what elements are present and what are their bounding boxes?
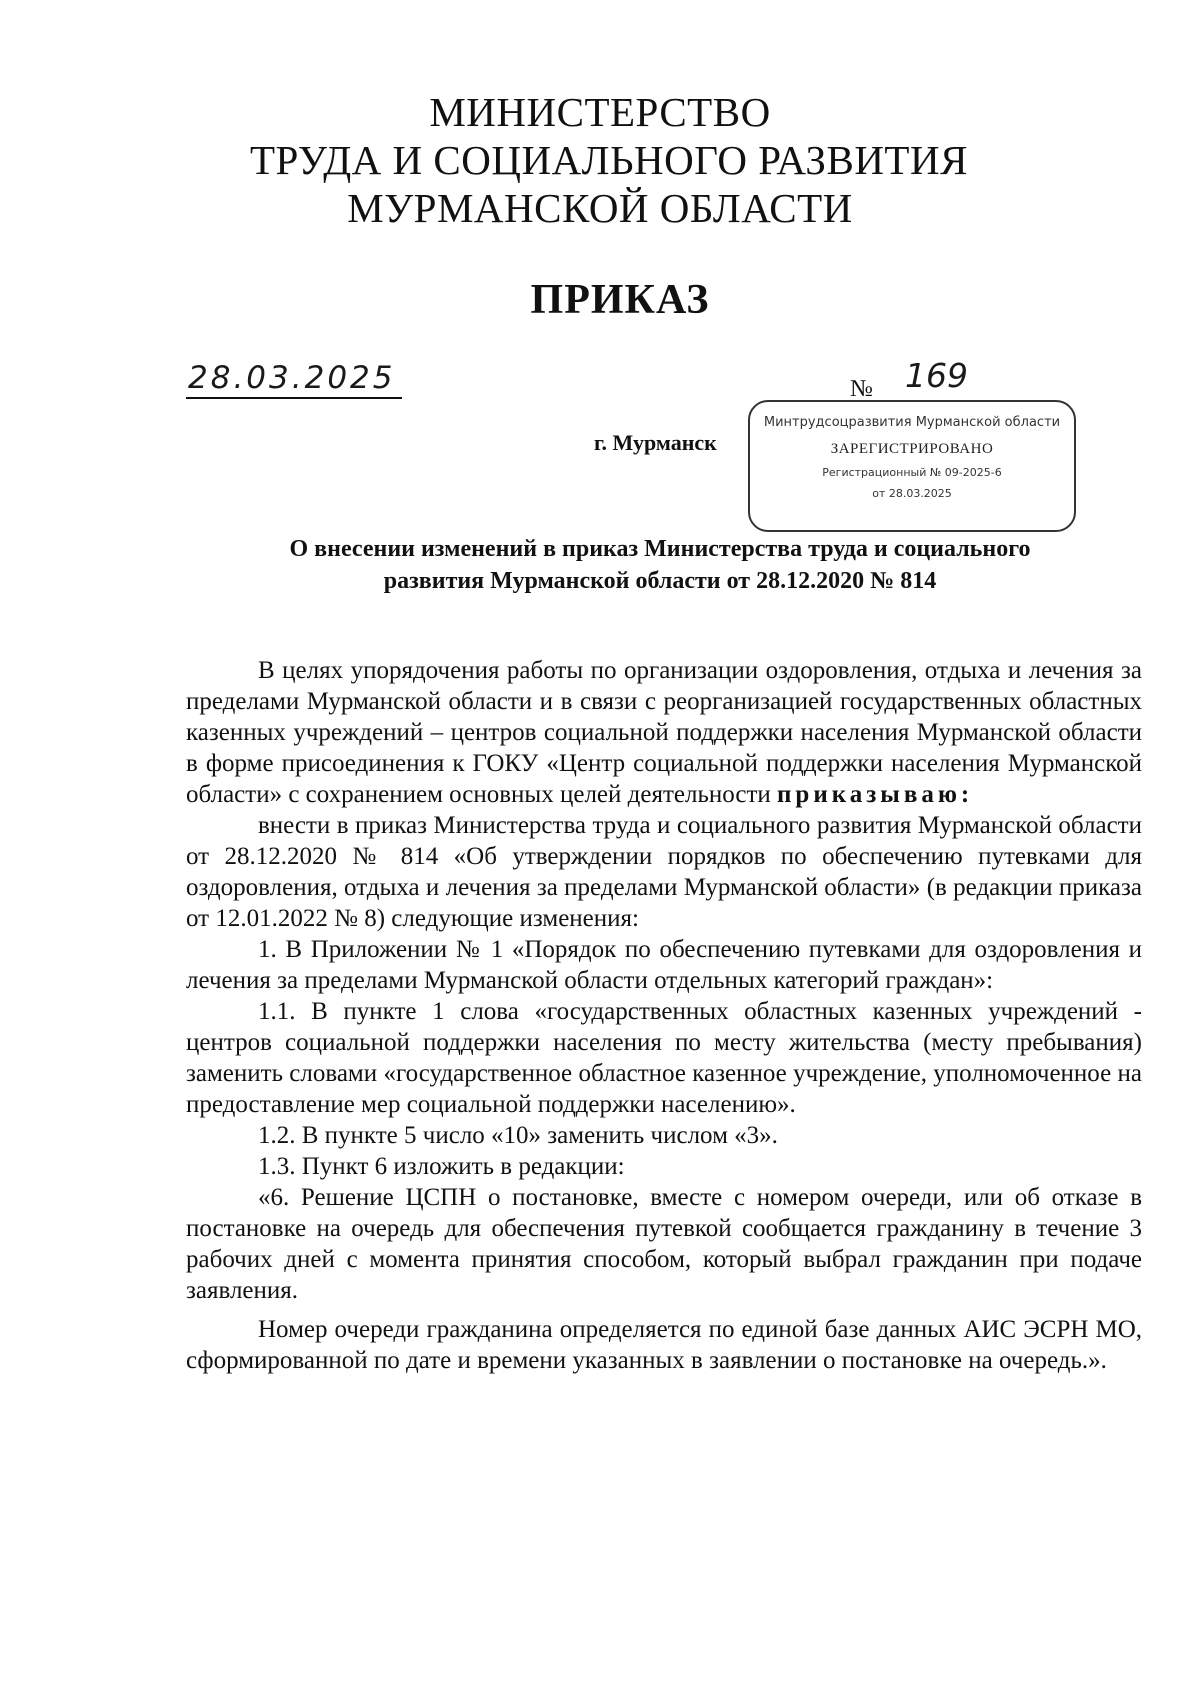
stamp-registration-date: от 28.03.2025 bbox=[872, 487, 952, 500]
ministry-line: ТРУДА И СОЦИАЛЬНОГО РАЗВИТИЯ bbox=[250, 137, 968, 183]
preamble-text: В целях упорядочения работы по организации оздоровления, отдыха и лечения за пределами Мурманской области и в связи с реорганизацией государственных областных казенных учреждений – центров социальной поддержки населения Мурманской области в форме присоединения к ГОКУ «Центр социальной поддержки населения Мурманской области» с сохранением основных целей деятельности bbox=[186, 657, 1142, 808]
registration-stamp bbox=[748, 400, 1076, 532]
stamp-registration-number: Регистрационный № 09-2025-6 bbox=[822, 466, 1002, 479]
city: г. Мурманск bbox=[594, 430, 717, 455]
item-1-1: 1.1. В пункте 1 слова «государственных областных казенных учреждений - центров социальной поддержки населения по месту жительства (месту пребывания) заменить словами «государственное областное казенное учреждение, уполномоченное на предоставление мер социальной поддержки населению». bbox=[186, 998, 1142, 1118]
item-1-3: 1.3. Пункт 6 изложить в редакции: bbox=[258, 1153, 625, 1180]
quoted-item-6-continued: Номер очереди гражданина определяется по единой базе данных АИС ЭСРН МО, сформированной по дате и времени указанных в заявлении о постановке на очередь.». bbox=[186, 1316, 1142, 1374]
document-body bbox=[186, 655, 1142, 1376]
number-label: № bbox=[850, 376, 873, 402]
item-1: 1. В Приложении № 1 «Порядок по обеспечению путевками для оздоровления и лечения за пределами Мурманской области отдельных категорий граждан»: bbox=[186, 936, 1142, 994]
order-word: приказываю: bbox=[777, 781, 974, 808]
document-subject bbox=[190, 533, 1130, 597]
intro-paragraph: внести в приказ Министерства труда и социального развития Мурманской области от 28.12.2020 № 814 «Об утверждении порядков по обеспечению путевками для оздоровления, отдыха и лечения за пределами Мурманской области» (в редакции приказа от 12.01.2022 № 8) следующие изменения: bbox=[186, 812, 1142, 932]
ministry-name bbox=[250, 88, 968, 232]
quoted-item-6: «6. Решение ЦСПН о постановке, вместе с номером очереди, или об отказе в постановке на очередь для обеспечения путевкой сообщается гражданину в течение 3 рабочих дней с момента принятия способом, который выбрал гражданин при подаче заявления. bbox=[186, 1184, 1142, 1304]
item-1-2: 1.2. В пункте 5 число «10» заменить числом «3». bbox=[258, 1122, 778, 1149]
subject-line: О внесении изменений в приказ Министерства труда и социального bbox=[289, 536, 1031, 562]
preamble-paragraph bbox=[186, 655, 1142, 810]
handwritten-number: 169 bbox=[905, 356, 968, 395]
stamp-status: ЗАРЕГИСТРИРОВАНО bbox=[830, 441, 994, 457]
document-type: ПРИКАЗ bbox=[530, 277, 710, 323]
subject-line: развития Мурманской области от 28.12.2020 № 814 bbox=[383, 568, 937, 594]
ministry-line: МИНИСТЕРСТВО bbox=[429, 89, 771, 135]
stamp-organization: Минтрудсоцразвития Мурманской области bbox=[763, 415, 1061, 430]
handwritten-date: 28.03.2025 bbox=[186, 360, 402, 399]
ministry-line: МУРМАНСКОЙ ОБЛАСТИ bbox=[347, 185, 853, 231]
